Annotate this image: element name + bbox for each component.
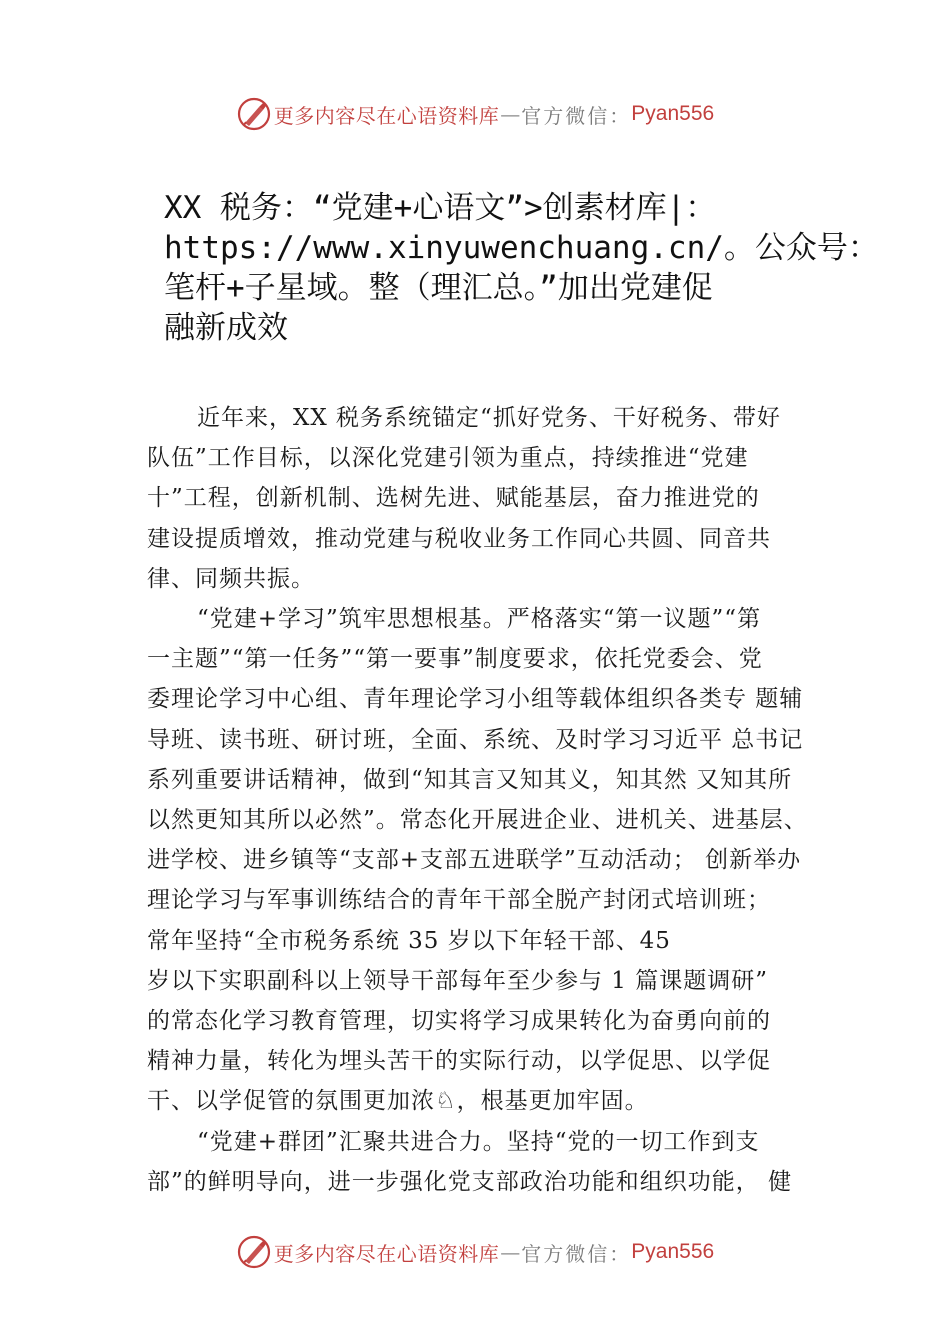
body-line: 干、以学促管的氛围更加浓♘，根基更加牢固。 xyxy=(147,1088,649,1115)
banner-dash: — xyxy=(500,1240,521,1264)
body-line: 岁以下实职副科以上领导干部每年至少参与 1 篇课题调研” xyxy=(147,967,769,994)
footer-banner xyxy=(0,1232,950,1272)
title-line: https://www.xinyuwenchuang.cn/。公众号： xyxy=(164,230,879,266)
brand-text: 更多内容尽在心语资料库 xyxy=(273,103,500,128)
document-title xyxy=(164,188,879,348)
header-banner xyxy=(0,94,950,134)
body-line: 队伍”工作目标，以深化党建引领为重点，持续推进“党建 xyxy=(147,445,749,472)
title-line: 融新成效 xyxy=(164,310,288,346)
body-line: 以然更知其所以必然”。常态化开展进企业、进机关、进基层、 xyxy=(147,807,808,834)
body-line: 部”的鲜明导向，进一步强化党支部政治功能和组织功能， 健 xyxy=(147,1168,793,1195)
body-line: 十”工程，创新机制、选树先进、赋能基层，奋力推进党的 xyxy=(147,485,760,512)
body-line: 理论学习与军事训练结合的青年干部全脱产封闭式培训班； xyxy=(147,887,771,914)
wechat-label: 官方微信： xyxy=(521,103,632,128)
body-line: “党建+学习”筑牢思想根基。严格落实“第一议题”“第 xyxy=(197,606,762,633)
brand-text: 更多内容尽在心语资料库 xyxy=(273,1241,500,1266)
body-line: 委理论学习中心组、青年理论学习小组等载体组织各类专 题辅 xyxy=(147,686,804,713)
body-line: 常年坚持“全市税务系统 35 岁以下年轻干部、45 xyxy=(147,927,671,954)
pen-logo-icon xyxy=(236,1234,272,1270)
wechat-id: Pyan556 xyxy=(631,102,715,125)
document-body xyxy=(147,398,847,1202)
wechat-label: 官方微信： xyxy=(521,1241,632,1266)
body-line: 进学校、进乡镇等“支部+支部五进联学”互动活动； 创新举办 xyxy=(147,847,802,874)
banner-dash: — xyxy=(500,102,521,126)
body-line: 律、同频共振。 xyxy=(147,565,315,592)
body-line: “党建+群团”汇聚共进合力。坚持“党的一切工作到支 xyxy=(197,1128,760,1155)
body-line: 建设提质增效，推动党建与税收业务工作同心共圆、同音共 xyxy=(147,525,771,552)
body-line: 精神力量，转化为埋头苦干的实际行动，以学促思、以学促 xyxy=(147,1048,771,1075)
pen-logo-icon xyxy=(236,96,272,132)
body-line: 近年来，XX 税务系统锚定“抓好党务、干好税务、带好 xyxy=(197,405,781,431)
title-line: XX 税务：“党建+心语文”>创素材库|： xyxy=(164,190,717,226)
wechat-id: Pyan556 xyxy=(631,1240,715,1263)
body-line: 系列重要讲话精神，做到“知其言又知其义，知其然 又知其所 xyxy=(147,766,793,793)
body-line: 导班、读书班、研讨班，全面、系统、及时学习习近平 总书记 xyxy=(147,726,804,753)
title-line: 笔杆+子星域。整（理汇总。”加出党建促 xyxy=(164,270,713,306)
body-line: 一主题”“第一任务”“第一要事”制度要求，依托党委会、党 xyxy=(147,646,763,673)
body-line: 的常态化学习教育管理，切实将学习成果转化为奋勇向前的 xyxy=(147,1008,771,1035)
